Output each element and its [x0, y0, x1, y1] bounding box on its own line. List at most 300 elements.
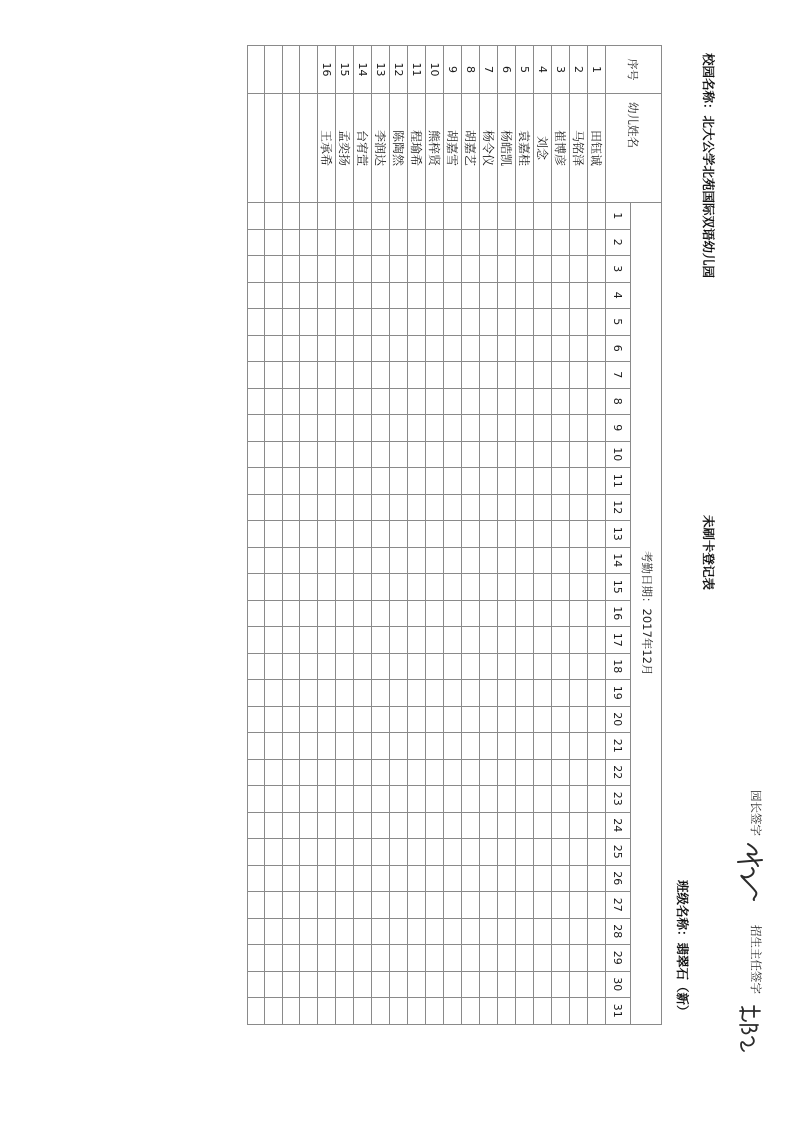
- attendance-cell[interactable]: [570, 521, 588, 548]
- attendance-cell[interactable]: [390, 388, 408, 415]
- attendance-cell[interactable]: [282, 256, 300, 283]
- attendance-cell[interactable]: [426, 521, 444, 548]
- attendance-cell[interactable]: [588, 971, 606, 998]
- attendance-cell[interactable]: [534, 335, 552, 362]
- attendance-cell[interactable]: [265, 971, 283, 998]
- attendance-cell[interactable]: [426, 971, 444, 998]
- attendance-cell[interactable]: [570, 786, 588, 813]
- attendance-cell[interactable]: [336, 335, 354, 362]
- attendance-cell[interactable]: [247, 706, 265, 733]
- attendance-cell[interactable]: [534, 786, 552, 813]
- attendance-cell[interactable]: [372, 494, 390, 521]
- attendance-cell[interactable]: [462, 733, 480, 760]
- attendance-cell[interactable]: [462, 203, 480, 230]
- attendance-cell[interactable]: [588, 256, 606, 283]
- attendance-cell[interactable]: [444, 759, 462, 786]
- attendance-cell[interactable]: [534, 415, 552, 442]
- attendance-cell[interactable]: [354, 865, 372, 892]
- attendance-cell[interactable]: [336, 600, 354, 627]
- attendance-cell[interactable]: [282, 945, 300, 972]
- attendance-cell[interactable]: [552, 865, 570, 892]
- attendance-cell[interactable]: [480, 600, 498, 627]
- attendance-cell[interactable]: [534, 441, 552, 468]
- attendance-cell[interactable]: [588, 494, 606, 521]
- attendance-cell[interactable]: [462, 335, 480, 362]
- attendance-cell[interactable]: [247, 256, 265, 283]
- attendance-cell[interactable]: [588, 786, 606, 813]
- attendance-cell[interactable]: [516, 547, 534, 574]
- attendance-cell[interactable]: [336, 494, 354, 521]
- attendance-cell[interactable]: [534, 229, 552, 256]
- attendance-cell[interactable]: [247, 812, 265, 839]
- attendance-cell[interactable]: [588, 733, 606, 760]
- attendance-cell[interactable]: [516, 441, 534, 468]
- attendance-cell[interactable]: [408, 733, 426, 760]
- attendance-cell[interactable]: [282, 494, 300, 521]
- attendance-cell[interactable]: [588, 680, 606, 707]
- attendance-cell[interactable]: [247, 600, 265, 627]
- attendance-cell[interactable]: [552, 733, 570, 760]
- attendance-cell[interactable]: [480, 415, 498, 442]
- attendance-cell[interactable]: [534, 945, 552, 972]
- attendance-cell[interactable]: [265, 229, 283, 256]
- attendance-cell[interactable]: [372, 786, 390, 813]
- attendance-cell[interactable]: [336, 945, 354, 972]
- attendance-cell[interactable]: [300, 600, 318, 627]
- attendance-cell[interactable]: [390, 494, 408, 521]
- attendance-cell[interactable]: [336, 521, 354, 548]
- attendance-cell[interactable]: [336, 918, 354, 945]
- attendance-cell[interactable]: [265, 441, 283, 468]
- attendance-cell[interactable]: [300, 547, 318, 574]
- attendance-cell[interactable]: [408, 627, 426, 654]
- attendance-cell[interactable]: [336, 759, 354, 786]
- attendance-cell[interactable]: [462, 786, 480, 813]
- attendance-cell[interactable]: [498, 494, 516, 521]
- attendance-cell[interactable]: [247, 229, 265, 256]
- attendance-cell[interactable]: [552, 388, 570, 415]
- attendance-cell[interactable]: [552, 998, 570, 1025]
- attendance-cell[interactable]: [336, 865, 354, 892]
- attendance-cell[interactable]: [265, 309, 283, 336]
- attendance-cell[interactable]: [408, 335, 426, 362]
- attendance-cell[interactable]: [247, 733, 265, 760]
- attendance-cell[interactable]: [390, 759, 408, 786]
- attendance-cell[interactable]: [318, 468, 336, 495]
- attendance-cell[interactable]: [247, 574, 265, 601]
- attendance-cell[interactable]: [588, 574, 606, 601]
- attendance-cell[interactable]: [408, 998, 426, 1025]
- attendance-cell[interactable]: [426, 786, 444, 813]
- attendance-cell[interactable]: [570, 256, 588, 283]
- attendance-cell[interactable]: [408, 600, 426, 627]
- attendance-cell[interactable]: [516, 282, 534, 309]
- attendance-cell[interactable]: [480, 362, 498, 389]
- attendance-cell[interactable]: [570, 282, 588, 309]
- attendance-cell[interactable]: [426, 733, 444, 760]
- attendance-cell[interactable]: [444, 547, 462, 574]
- attendance-cell[interactable]: [552, 786, 570, 813]
- attendance-cell[interactable]: [516, 256, 534, 283]
- attendance-cell[interactable]: [516, 203, 534, 230]
- attendance-cell[interactable]: [265, 786, 283, 813]
- attendance-cell[interactable]: [408, 229, 426, 256]
- attendance-cell[interactable]: [408, 680, 426, 707]
- attendance-cell[interactable]: [426, 547, 444, 574]
- attendance-cell[interactable]: [282, 600, 300, 627]
- attendance-cell[interactable]: [426, 282, 444, 309]
- attendance-cell[interactable]: [462, 441, 480, 468]
- attendance-cell[interactable]: [408, 759, 426, 786]
- attendance-cell[interactable]: [372, 521, 390, 548]
- attendance-cell[interactable]: [336, 415, 354, 442]
- attendance-cell[interactable]: [588, 309, 606, 336]
- attendance-cell[interactable]: [552, 812, 570, 839]
- attendance-cell[interactable]: [408, 653, 426, 680]
- attendance-cell[interactable]: [408, 945, 426, 972]
- attendance-cell[interactable]: [444, 362, 462, 389]
- attendance-cell[interactable]: [390, 971, 408, 998]
- attendance-cell[interactable]: [426, 468, 444, 495]
- attendance-cell[interactable]: [426, 494, 444, 521]
- attendance-cell[interactable]: [570, 680, 588, 707]
- attendance-cell[interactable]: [552, 282, 570, 309]
- attendance-cell[interactable]: [480, 786, 498, 813]
- attendance-cell[interactable]: [372, 653, 390, 680]
- attendance-cell[interactable]: [426, 362, 444, 389]
- attendance-cell[interactable]: [588, 282, 606, 309]
- attendance-cell[interactable]: [408, 706, 426, 733]
- attendance-cell[interactable]: [265, 494, 283, 521]
- attendance-cell[interactable]: [372, 892, 390, 919]
- attendance-cell[interactable]: [498, 468, 516, 495]
- attendance-cell[interactable]: [247, 971, 265, 998]
- attendance-cell[interactable]: [498, 256, 516, 283]
- attendance-cell[interactable]: [336, 680, 354, 707]
- attendance-cell[interactable]: [516, 415, 534, 442]
- attendance-cell[interactable]: [318, 627, 336, 654]
- attendance-cell[interactable]: [480, 918, 498, 945]
- attendance-cell[interactable]: [390, 415, 408, 442]
- attendance-cell[interactable]: [480, 627, 498, 654]
- attendance-cell[interactable]: [480, 839, 498, 866]
- attendance-cell[interactable]: [426, 706, 444, 733]
- attendance-cell[interactable]: [282, 362, 300, 389]
- attendance-cell[interactable]: [588, 865, 606, 892]
- attendance-cell[interactable]: [354, 468, 372, 495]
- attendance-cell[interactable]: [588, 547, 606, 574]
- attendance-cell[interactable]: [408, 971, 426, 998]
- attendance-cell[interactable]: [588, 229, 606, 256]
- attendance-cell[interactable]: [570, 706, 588, 733]
- attendance-cell[interactable]: [444, 229, 462, 256]
- attendance-cell[interactable]: [354, 680, 372, 707]
- attendance-cell[interactable]: [552, 892, 570, 919]
- attendance-cell[interactable]: [534, 653, 552, 680]
- attendance-cell[interactable]: [480, 441, 498, 468]
- attendance-cell[interactable]: [552, 706, 570, 733]
- attendance-cell[interactable]: [444, 415, 462, 442]
- attendance-cell[interactable]: [588, 653, 606, 680]
- attendance-cell[interactable]: [534, 839, 552, 866]
- attendance-cell[interactable]: [534, 494, 552, 521]
- attendance-cell[interactable]: [265, 415, 283, 442]
- attendance-cell[interactable]: [534, 600, 552, 627]
- attendance-cell[interactable]: [552, 309, 570, 336]
- attendance-cell[interactable]: [462, 759, 480, 786]
- attendance-cell[interactable]: [534, 203, 552, 230]
- attendance-cell[interactable]: [247, 282, 265, 309]
- attendance-cell[interactable]: [354, 998, 372, 1025]
- attendance-cell[interactable]: [265, 680, 283, 707]
- attendance-cell[interactable]: [282, 971, 300, 998]
- attendance-cell[interactable]: [426, 998, 444, 1025]
- attendance-cell[interactable]: [516, 627, 534, 654]
- attendance-cell[interactable]: [318, 521, 336, 548]
- attendance-cell[interactable]: [318, 812, 336, 839]
- attendance-cell[interactable]: [426, 653, 444, 680]
- attendance-cell[interactable]: [408, 441, 426, 468]
- attendance-cell[interactable]: [498, 203, 516, 230]
- attendance-cell[interactable]: [516, 918, 534, 945]
- attendance-cell[interactable]: [265, 388, 283, 415]
- attendance-cell[interactable]: [390, 945, 408, 972]
- attendance-cell[interactable]: [498, 759, 516, 786]
- attendance-cell[interactable]: [462, 600, 480, 627]
- attendance-cell[interactable]: [282, 627, 300, 654]
- attendance-cell[interactable]: [444, 203, 462, 230]
- attendance-cell[interactable]: [336, 971, 354, 998]
- attendance-cell[interactable]: [282, 786, 300, 813]
- attendance-cell[interactable]: [426, 865, 444, 892]
- attendance-cell[interactable]: [390, 653, 408, 680]
- attendance-cell[interactable]: [336, 362, 354, 389]
- attendance-cell[interactable]: [336, 812, 354, 839]
- attendance-cell[interactable]: [318, 309, 336, 336]
- attendance-cell[interactable]: [588, 892, 606, 919]
- attendance-cell[interactable]: [552, 547, 570, 574]
- attendance-cell[interactable]: [444, 335, 462, 362]
- attendance-cell[interactable]: [570, 998, 588, 1025]
- attendance-cell[interactable]: [462, 494, 480, 521]
- attendance-cell[interactable]: [444, 918, 462, 945]
- attendance-cell[interactable]: [300, 203, 318, 230]
- attendance-cell[interactable]: [265, 574, 283, 601]
- attendance-cell[interactable]: [426, 759, 444, 786]
- attendance-cell[interactable]: [444, 468, 462, 495]
- attendance-cell[interactable]: [247, 918, 265, 945]
- attendance-cell[interactable]: [570, 733, 588, 760]
- attendance-cell[interactable]: [354, 706, 372, 733]
- attendance-cell[interactable]: [300, 521, 318, 548]
- attendance-cell[interactable]: [444, 865, 462, 892]
- attendance-cell[interactable]: [408, 839, 426, 866]
- attendance-cell[interactable]: [462, 680, 480, 707]
- attendance-cell[interactable]: [408, 494, 426, 521]
- attendance-cell[interactable]: [408, 892, 426, 919]
- attendance-cell[interactable]: [265, 945, 283, 972]
- attendance-cell[interactable]: [354, 733, 372, 760]
- attendance-cell[interactable]: [498, 441, 516, 468]
- attendance-cell[interactable]: [282, 441, 300, 468]
- attendance-cell[interactable]: [336, 627, 354, 654]
- attendance-cell[interactable]: [480, 574, 498, 601]
- attendance-cell[interactable]: [354, 839, 372, 866]
- attendance-cell[interactable]: [570, 945, 588, 972]
- attendance-cell[interactable]: [480, 309, 498, 336]
- attendance-cell[interactable]: [480, 892, 498, 919]
- attendance-cell[interactable]: [300, 892, 318, 919]
- attendance-cell[interactable]: [534, 706, 552, 733]
- attendance-cell[interactable]: [570, 415, 588, 442]
- attendance-cell[interactable]: [247, 494, 265, 521]
- attendance-cell[interactable]: [498, 388, 516, 415]
- attendance-cell[interactable]: [516, 865, 534, 892]
- attendance-cell[interactable]: [265, 256, 283, 283]
- attendance-cell[interactable]: [462, 971, 480, 998]
- attendance-cell[interactable]: [390, 574, 408, 601]
- attendance-cell[interactable]: [390, 786, 408, 813]
- attendance-cell[interactable]: [534, 733, 552, 760]
- attendance-cell[interactable]: [265, 600, 283, 627]
- attendance-cell[interactable]: [498, 706, 516, 733]
- attendance-cell[interactable]: [390, 203, 408, 230]
- attendance-cell[interactable]: [534, 309, 552, 336]
- attendance-cell[interactable]: [390, 839, 408, 866]
- attendance-cell[interactable]: [444, 600, 462, 627]
- attendance-cell[interactable]: [318, 494, 336, 521]
- attendance-cell[interactable]: [354, 309, 372, 336]
- attendance-cell[interactable]: [426, 309, 444, 336]
- attendance-cell[interactable]: [516, 706, 534, 733]
- attendance-cell[interactable]: [480, 998, 498, 1025]
- attendance-cell[interactable]: [408, 521, 426, 548]
- attendance-cell[interactable]: [552, 680, 570, 707]
- attendance-cell[interactable]: [354, 335, 372, 362]
- attendance-cell[interactable]: [354, 229, 372, 256]
- attendance-cell[interactable]: [282, 865, 300, 892]
- attendance-cell[interactable]: [390, 547, 408, 574]
- attendance-cell[interactable]: [588, 468, 606, 495]
- attendance-cell[interactable]: [300, 786, 318, 813]
- attendance-cell[interactable]: [354, 892, 372, 919]
- attendance-cell[interactable]: [552, 600, 570, 627]
- attendance-cell[interactable]: [588, 415, 606, 442]
- attendance-cell[interactable]: [265, 362, 283, 389]
- attendance-cell[interactable]: [408, 309, 426, 336]
- attendance-cell[interactable]: [570, 362, 588, 389]
- attendance-cell[interactable]: [552, 627, 570, 654]
- attendance-cell[interactable]: [372, 362, 390, 389]
- attendance-cell[interactable]: [318, 759, 336, 786]
- attendance-cell[interactable]: [318, 282, 336, 309]
- attendance-cell[interactable]: [444, 680, 462, 707]
- attendance-cell[interactable]: [570, 441, 588, 468]
- attendance-cell[interactable]: [354, 547, 372, 574]
- attendance-cell[interactable]: [390, 627, 408, 654]
- attendance-cell[interactable]: [498, 812, 516, 839]
- attendance-cell[interactable]: [552, 362, 570, 389]
- attendance-cell[interactable]: [426, 441, 444, 468]
- attendance-cell[interactable]: [408, 256, 426, 283]
- attendance-cell[interactable]: [570, 971, 588, 998]
- attendance-cell[interactable]: [300, 733, 318, 760]
- attendance-cell[interactable]: [372, 415, 390, 442]
- attendance-cell[interactable]: [588, 812, 606, 839]
- attendance-cell[interactable]: [570, 812, 588, 839]
- attendance-cell[interactable]: [354, 521, 372, 548]
- attendance-cell[interactable]: [498, 335, 516, 362]
- attendance-cell[interactable]: [390, 229, 408, 256]
- attendance-cell[interactable]: [300, 627, 318, 654]
- attendance-cell[interactable]: [318, 945, 336, 972]
- attendance-cell[interactable]: [354, 362, 372, 389]
- attendance-cell[interactable]: [534, 918, 552, 945]
- attendance-cell[interactable]: [265, 653, 283, 680]
- attendance-cell[interactable]: [444, 521, 462, 548]
- attendance-cell[interactable]: [534, 468, 552, 495]
- attendance-cell[interactable]: [498, 998, 516, 1025]
- attendance-cell[interactable]: [426, 918, 444, 945]
- attendance-cell[interactable]: [372, 680, 390, 707]
- attendance-cell[interactable]: [570, 309, 588, 336]
- attendance-cell[interactable]: [300, 468, 318, 495]
- attendance-cell[interactable]: [390, 600, 408, 627]
- attendance-cell[interactable]: [282, 415, 300, 442]
- attendance-cell[interactable]: [354, 256, 372, 283]
- attendance-cell[interactable]: [498, 282, 516, 309]
- attendance-cell[interactable]: [318, 600, 336, 627]
- attendance-cell[interactable]: [552, 945, 570, 972]
- attendance-cell[interactable]: [444, 256, 462, 283]
- attendance-cell[interactable]: [480, 706, 498, 733]
- attendance-cell[interactable]: [354, 203, 372, 230]
- attendance-cell[interactable]: [372, 759, 390, 786]
- attendance-cell[interactable]: [498, 839, 516, 866]
- attendance-cell[interactable]: [480, 282, 498, 309]
- attendance-cell[interactable]: [390, 335, 408, 362]
- attendance-cell[interactable]: [247, 309, 265, 336]
- attendance-cell[interactable]: [498, 627, 516, 654]
- attendance-cell[interactable]: [408, 547, 426, 574]
- attendance-cell[interactable]: [247, 415, 265, 442]
- attendance-cell[interactable]: [534, 282, 552, 309]
- attendance-cell[interactable]: [336, 468, 354, 495]
- attendance-cell[interactable]: [516, 998, 534, 1025]
- attendance-cell[interactable]: [588, 918, 606, 945]
- attendance-cell[interactable]: [336, 309, 354, 336]
- attendance-cell[interactable]: [552, 441, 570, 468]
- attendance-cell[interactable]: [372, 839, 390, 866]
- attendance-cell[interactable]: [498, 733, 516, 760]
- attendance-cell[interactable]: [552, 918, 570, 945]
- attendance-cell[interactable]: [444, 998, 462, 1025]
- attendance-cell[interactable]: [282, 998, 300, 1025]
- attendance-cell[interactable]: [516, 945, 534, 972]
- attendance-cell[interactable]: [318, 388, 336, 415]
- attendance-cell[interactable]: [336, 733, 354, 760]
- attendance-cell[interactable]: [588, 521, 606, 548]
- attendance-cell[interactable]: [462, 812, 480, 839]
- attendance-cell[interactable]: [462, 388, 480, 415]
- attendance-cell[interactable]: [390, 680, 408, 707]
- attendance-cell[interactable]: [516, 892, 534, 919]
- attendance-cell[interactable]: [498, 945, 516, 972]
- attendance-cell[interactable]: [462, 229, 480, 256]
- attendance-cell[interactable]: [588, 203, 606, 230]
- attendance-cell[interactable]: [354, 812, 372, 839]
- attendance-cell[interactable]: [588, 839, 606, 866]
